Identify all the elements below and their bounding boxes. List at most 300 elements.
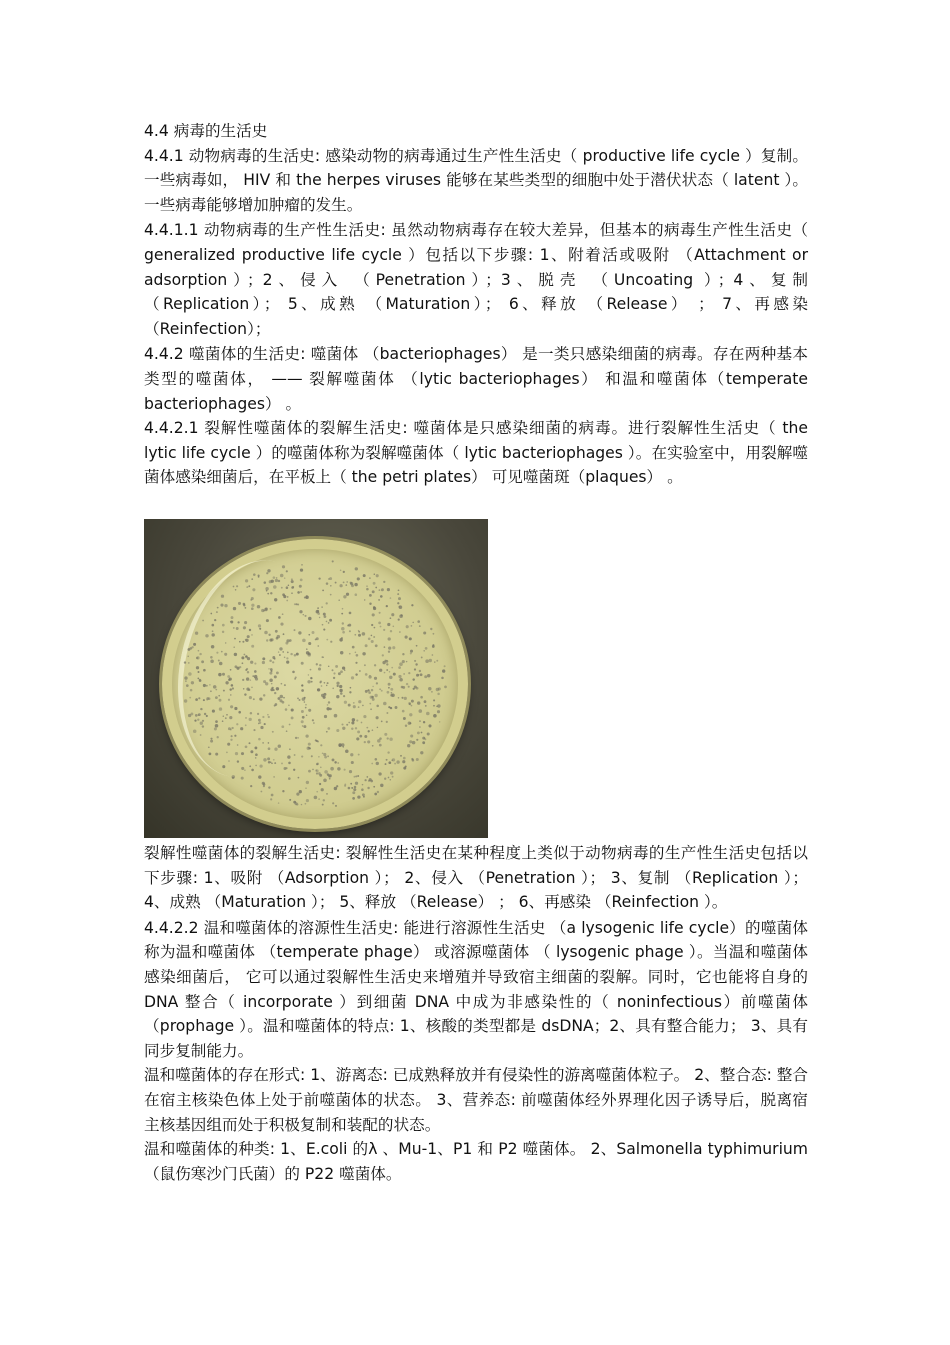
plaque-spot: [399, 678, 403, 682]
plaque-spot: [272, 731, 274, 733]
plaque-spot: [241, 752, 244, 755]
plaque-spot: [369, 703, 371, 705]
plaque-spot: [204, 713, 206, 715]
plaque-spot: [413, 688, 415, 690]
plaque-spot: [341, 723, 343, 725]
paragraph-lysogenic-life-cycle: 4.4.2.2 温和噬菌体的溶源性生活史: 能进行溶源性生活史 （a lysogenic life cycle）的噬菌体称为温和噬菌体 （temperate phage） 或溶源噬菌体 （ lysogenic phage ）。当温和噬菌体感染细菌后， 它可以通过裂解性生活史来增殖并导致宿主细菌的裂解。同时，它也能将自身的 DNA 整合（ incorporate ）到细菌 DNA 中成为非感染性的（ noninfectious）前噬菌体 （prophage ）。温和噬菌体的特点: 1、核酸的类型都是 dsDNA；2、具有整合能力； 3、具有同步复制能力。: [144, 918, 808, 1060]
plaque-spot: [288, 585, 290, 587]
plaque-spot: [229, 688, 231, 690]
plaque-spot: [320, 767, 322, 769]
plaque-spot: [366, 776, 368, 778]
plaque-spot: [307, 680, 310, 683]
plaque-spot: [252, 588, 255, 591]
plaque-spot: [187, 656, 189, 658]
plaque-spot: [301, 804, 302, 805]
plaque-spot: [330, 641, 332, 643]
plaque-spot: [287, 652, 289, 654]
plaque-spot: [332, 669, 334, 671]
plaque-spot: [283, 697, 285, 699]
plaque-spot: [303, 614, 304, 615]
plaque-spot: [416, 645, 418, 647]
plaque-spot: [291, 592, 293, 594]
plaque-spot: [403, 757, 406, 760]
plaque-spot: [359, 735, 362, 738]
plaque-spot: [301, 684, 303, 686]
plaque-spot: [337, 762, 339, 764]
plaque-spot: [308, 743, 311, 746]
plaque-spot: [263, 680, 266, 683]
plaque-spot: [245, 717, 247, 719]
plaque-spot: [324, 615, 327, 618]
plaque-spot: [236, 627, 239, 630]
plaque-spot: [444, 665, 446, 667]
plaque-spot: [388, 651, 390, 653]
plaque-spot: [421, 656, 423, 658]
plaque-spot: [292, 671, 295, 674]
plaque-spot: [282, 613, 284, 615]
plaque-spot: [332, 802, 334, 804]
plaque-spot: [390, 597, 392, 599]
plaque-spot: [191, 681, 194, 684]
plaque-spot: [189, 697, 191, 699]
plaque-spot: [314, 796, 318, 800]
plaque-spot: [216, 652, 218, 654]
plaque-spot: [357, 795, 360, 798]
plaque-spot: [338, 672, 341, 675]
plaque-spot: [283, 633, 285, 635]
plaque-spot: [374, 793, 377, 796]
plaque-spot: [210, 690, 212, 692]
plaque-spot: [361, 722, 363, 724]
plaque-spot: [377, 791, 379, 793]
plaque-spot: [306, 781, 309, 784]
plaque-spot: [231, 735, 233, 737]
plaque-spot: [184, 676, 187, 679]
plaque-spot: [252, 675, 254, 677]
plaque-spot: [397, 593, 399, 595]
plaque-spot: [378, 622, 381, 625]
plaque-spot: [430, 628, 432, 630]
plaque-spot: [407, 744, 410, 747]
plaque-spot: [368, 691, 371, 694]
plaque-spot: [410, 734, 413, 737]
plaque-spot: [294, 754, 296, 756]
plaque-spot: [283, 595, 286, 598]
plaque-spot: [398, 619, 400, 621]
plaque-spot: [274, 598, 277, 601]
plaque-spot: [386, 669, 388, 671]
plaque-spot: [352, 791, 355, 794]
plaque-spot: [355, 782, 358, 785]
plaque-spot: [266, 590, 268, 592]
plaque-spot: [308, 770, 311, 773]
plaque-spot: [268, 742, 270, 744]
plaque-spot: [296, 603, 298, 605]
plaque-spot: [384, 778, 386, 780]
plaque-spot: [415, 663, 417, 665]
plaque-spot: [351, 761, 354, 764]
plaque-spot: [270, 798, 272, 800]
plaque-spot: [376, 762, 379, 765]
plaque-spot: [214, 727, 217, 730]
plaque-spot: [230, 621, 233, 624]
plaque-spot: [388, 777, 390, 779]
plaque-spot: [279, 647, 282, 650]
plaque-spot: [200, 708, 202, 710]
plaque-spot: [349, 770, 352, 773]
plaque-spot: [298, 699, 300, 701]
plaque-spot: [291, 586, 294, 589]
plaque-spot: [301, 756, 303, 758]
plaque-spot: [349, 612, 352, 615]
plaque-spot: [287, 596, 289, 598]
plaque-spot: [222, 631, 224, 633]
plaque-spot: [287, 755, 290, 758]
plaque-spot: [380, 784, 383, 787]
plaque-spot: [286, 661, 289, 664]
plaque-spot: [276, 637, 279, 640]
plaque-spot: [416, 674, 419, 677]
plaque-spot: [264, 631, 268, 635]
plaque-spot: [367, 689, 369, 691]
plaque-spot: [238, 602, 241, 605]
plaque-spot: [237, 744, 239, 746]
plaque-spot: [357, 730, 360, 733]
plaque-spot: [323, 613, 326, 616]
plaque-spot: [270, 592, 272, 594]
plaque-spot: [353, 702, 355, 704]
plaque-spot: [405, 765, 407, 767]
plaque-spot: [273, 689, 275, 691]
plaque-spot: [370, 708, 372, 710]
plaque-spot: [386, 663, 388, 665]
plaque-spot: [211, 645, 215, 649]
plaque-spot: [433, 714, 437, 718]
plaque-spot: [349, 630, 351, 632]
plaque-spot: [305, 734, 308, 737]
plaque-spot: [262, 782, 265, 785]
paragraph-bacteriophage-life-cycle: 4.4.2 噬菌体的生活史: 噬菌体 （bacteriophages） 是一类只感染细菌的病毒。存在两种基本类型的噬菌体， —— 裂解噬菌体 （lytic bacteriophages） 和温和噬菌体（temperate bacteriophages） 。: [144, 345, 808, 413]
plaque-spot: [344, 701, 347, 704]
plaque-spot: [221, 595, 224, 598]
plaque-spot: [236, 585, 238, 587]
plaque-spot: [304, 615, 306, 617]
plaque-spot: [431, 691, 433, 693]
plaque-spot: [231, 684, 234, 687]
plaque-spot: [298, 777, 300, 779]
plaque-spot: [305, 803, 307, 805]
plaque-spot: [382, 654, 384, 656]
plaque-spot: [405, 636, 408, 639]
plaque-spot: [263, 610, 265, 612]
plaque-spot: [271, 580, 274, 583]
plaque-spot: [203, 699, 205, 701]
plaque-spot: [410, 652, 412, 654]
plaque-spot: [387, 751, 389, 753]
plaque-spot: [188, 662, 190, 664]
plaque-spot: [308, 642, 311, 645]
plaque-spot: [408, 686, 410, 688]
plaque-spot: [389, 676, 392, 679]
plaque-spot: [375, 587, 377, 589]
plaque-spot: [340, 692, 343, 695]
plaque-spot: [354, 634, 356, 636]
plaque-spot: [209, 684, 210, 685]
plaque-spot: [351, 676, 354, 679]
plaque-spot: [267, 757, 270, 760]
plaque-spot: [310, 677, 312, 679]
plaque-spot: [193, 730, 197, 734]
plaque-spot: [355, 652, 357, 654]
plaque-spot: [306, 648, 308, 650]
plaque-spot: [193, 643, 196, 646]
plaque-spot: [311, 681, 313, 683]
plaque-spot: [226, 752, 228, 754]
plaque-spot: [269, 678, 273, 682]
plaque-spot: [404, 697, 407, 700]
plaque-spot: [399, 605, 403, 609]
plaque-spot: [215, 696, 218, 699]
plaque-spot: [437, 710, 440, 713]
plaque-spot: [251, 769, 254, 772]
plaque-spot: [237, 621, 239, 623]
plaque-spot: [308, 617, 312, 621]
plaque-spot: [203, 669, 206, 672]
plaque-spot: [313, 722, 315, 724]
plaque-spot: [354, 776, 356, 778]
plaque-spot: [420, 696, 423, 699]
plaque-spot: [357, 577, 360, 580]
plaque-spot: [286, 657, 288, 659]
plaque-spot: [247, 671, 249, 673]
plaque-spot: [363, 715, 366, 718]
plaque-spot: [235, 589, 237, 591]
plaque-spot: [390, 779, 392, 781]
plaque-spot: [218, 660, 220, 662]
plaque-spot: [255, 753, 258, 756]
plaque-spot: [419, 720, 421, 722]
plaque-spot: [335, 805, 337, 807]
plaque-spot: [316, 791, 318, 793]
plaque-spot: [425, 705, 427, 707]
plaque-spot: [240, 727, 243, 730]
plaque-spot: [329, 778, 331, 780]
plaque-spot: [294, 654, 297, 657]
petri-dish-plaques-photo: [144, 519, 488, 838]
plaque-spot: [337, 767, 340, 770]
plaque-spot: [235, 665, 238, 668]
plaque-spot: [326, 621, 328, 623]
plaque-spot: [392, 776, 394, 778]
plaque-spot: [199, 653, 201, 655]
plaque-spot: [326, 639, 328, 641]
plaque-spot: [364, 664, 366, 666]
plaque-spot: [288, 762, 291, 765]
plaque-spot: [439, 721, 440, 722]
plaque-spot: [213, 685, 217, 689]
plaque-spot: [286, 570, 288, 572]
plaque-spot: [356, 737, 359, 740]
plaque-spot: [291, 580, 294, 583]
plaque-spot: [420, 673, 423, 676]
plaque-spot: [388, 683, 391, 686]
plaque-spot: [222, 765, 225, 768]
plaque-spot: [372, 745, 374, 747]
plaque-spot: [229, 716, 232, 719]
plaque-spot: [436, 705, 438, 707]
plaque-spot: [246, 677, 249, 680]
plaque-spot: [345, 749, 349, 753]
plaque-spot: [251, 578, 253, 580]
plaque-spot: [223, 690, 225, 692]
plaque-spot: [206, 698, 208, 700]
plaque-spot: [217, 607, 219, 609]
plaque-spot: [398, 675, 401, 678]
plaque-spot: [350, 582, 353, 585]
plaque-spot: [362, 705, 364, 707]
plaque-spot: [215, 724, 219, 728]
plaque-spot: [214, 619, 216, 621]
plaque-spot: [333, 672, 335, 674]
plaque-spot: [350, 687, 352, 689]
plaque-spot: [424, 700, 427, 703]
plaque-spot: [349, 691, 351, 693]
plaque-spot: [291, 708, 294, 711]
plaque-spot: [262, 742, 264, 744]
plaque-spot: [286, 639, 289, 642]
plaque-spot: [275, 579, 278, 582]
plaque-spot: [245, 669, 247, 671]
plaque-spot: [228, 699, 230, 701]
plaque-spot: [320, 680, 322, 682]
paragraph-lytic-life-cycle: 4.4.2.1 裂解性噬菌体的裂解生活史: 噬菌体是只感染细菌的病毒。进行裂解性生活史（ the lytic life cycle ）的噬菌体称为裂解噬菌体（ lytic bacteriophages ）。在实验室中，用裂解噬菌体感染细菌后，在平板上（ the petri plates） 可见噬菌斑（plaques） 。: [144, 419, 808, 487]
plaque-spot: [394, 763, 396, 765]
plaque-spot: [373, 786, 375, 788]
plaque-spot: [257, 713, 259, 715]
plaque-spot: [376, 574, 379, 577]
plaque-spot: [198, 697, 200, 699]
plaque-spot: [203, 684, 206, 687]
plaque-spot: [388, 637, 391, 640]
plaque-spot: [250, 712, 252, 714]
plaque-spot: [338, 744, 341, 747]
plaque-spot: [379, 737, 382, 740]
plaque-spot: [238, 711, 241, 714]
plaque-spot: [402, 653, 404, 655]
plaque-spot: [334, 714, 338, 718]
plaque-spot: [429, 659, 432, 662]
plaque-spot: [246, 687, 249, 690]
plaque-spot: [427, 674, 430, 677]
plaque-spot: [195, 698, 198, 701]
plaque-spot: [259, 628, 261, 630]
plaque-spot: [234, 707, 237, 710]
plaque-spot: [330, 767, 334, 771]
plaque-spots: [144, 519, 488, 838]
plaque-spot: [344, 669, 345, 670]
plaque-spot: [302, 639, 306, 643]
plaque-spot: [398, 597, 401, 600]
plaque-spot: [368, 637, 371, 640]
plaque-spot: [245, 724, 247, 726]
plaque-spot: [306, 715, 308, 717]
plaque-spot: [377, 727, 379, 729]
plaque-spot: [249, 696, 252, 699]
plaque-spot: [416, 739, 418, 741]
plaque-spot: [197, 671, 199, 673]
plaque-spot: [402, 660, 405, 663]
plaque-spot: [265, 587, 268, 590]
plaque-spot: [308, 634, 310, 636]
plaque-spot: [198, 713, 201, 716]
plaque-spot: [258, 738, 261, 741]
plaque-spot: [355, 567, 358, 570]
plaque-spot: [424, 738, 426, 740]
plaque-spot: [195, 632, 198, 635]
plaque-spot: [437, 693, 440, 696]
plaque-spot: [197, 678, 199, 680]
plaque-spot: [233, 646, 234, 647]
paragraph-temperate-phage-forms: 温和噬菌体的存在形式: 1、游离态: 已成熟释放并有侵染性的游离噬菌体粒子。 2、整合态: 整合在宿主核染色体上处于前噬菌体的状态。 3、营养态: 前噬菌体经外界理化因子诱导后，脱离宿主核基因组而处于积极复制和装配的状态。: [144, 1066, 808, 1134]
plaque-spot: [324, 770, 328, 774]
plaque-spot: [352, 646, 355, 649]
plaque-spot: [233, 586, 235, 588]
plaque-spot: [226, 714, 228, 716]
plaque-spot: [388, 761, 391, 764]
plaque-spot: [301, 689, 304, 692]
plaque-spot: [371, 689, 374, 692]
plaque-spot: [184, 661, 186, 663]
plaque-spot: [342, 622, 344, 624]
plaque-spot: [280, 574, 284, 578]
plaque-spot: [268, 761, 271, 764]
plaque-spot: [341, 743, 344, 746]
plaque-spot: [346, 593, 349, 596]
plaque-spot: [244, 607, 246, 609]
plaque-spot: [355, 775, 357, 777]
plaque-spot: [249, 718, 252, 721]
plaque-spot: [230, 729, 232, 731]
plaque-spot: [411, 758, 413, 760]
plaque-spot: [369, 602, 371, 604]
plaque-spot: [221, 651, 223, 653]
plaque-spot: [423, 721, 425, 723]
plaque-spot: [301, 710, 304, 713]
plaque-spot: [301, 662, 304, 665]
plaque-spot: [363, 574, 366, 577]
paragraph-lytic-steps: 裂解性噬菌体的裂解生活史: 裂解性生活史在某种程度上类似于动物病毒的生产性生活史包括以下步骤: 1、吸附 （Adsorption ）； 2、侵入 （Penetration ）； 3、复制 （Replication ）； 4、成熟 （Maturation ）； 5、释放 （Release） ； 6、再感染 （Reinfection ）。: [144, 844, 808, 912]
plaque-spot: [389, 737, 392, 740]
plaque-spot: [347, 624, 349, 626]
plaque-spot: [282, 565, 285, 568]
plaque-spot: [254, 670, 257, 673]
plaque-spot: [267, 593, 269, 595]
plaque-spot: [284, 577, 286, 579]
plaque-spot: [218, 695, 220, 697]
plaque-spot: [253, 573, 256, 576]
plaque-spot: [342, 631, 345, 634]
plaque-spot: [386, 759, 388, 761]
plaque-spot: [332, 688, 334, 690]
plaque-spot: [276, 687, 279, 690]
plaque-spot: [398, 589, 400, 591]
plaque-spot: [288, 777, 291, 780]
plaque-spot: [316, 740, 318, 742]
plaque-spot: [324, 715, 327, 718]
plaque-spot: [412, 678, 414, 680]
plaque-spot: [381, 721, 383, 723]
plaque-spot: [286, 730, 288, 732]
